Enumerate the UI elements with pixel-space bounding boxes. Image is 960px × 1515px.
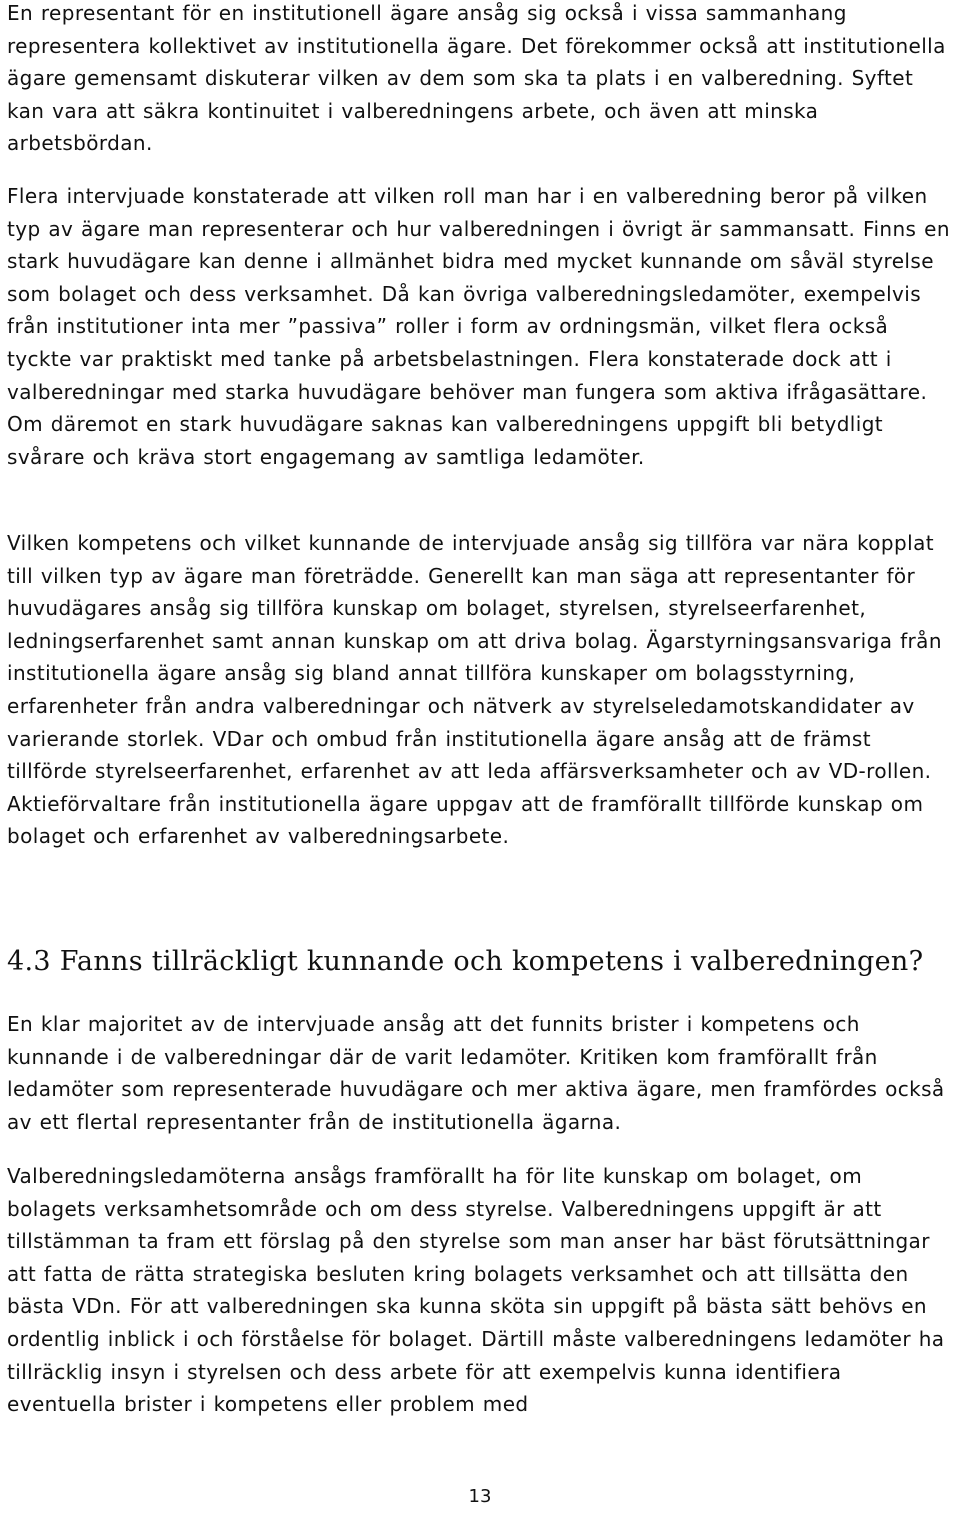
section-paragraph-1: En klar majoritet av de intervjuade ansåg att det funnits brister i kompetens och kunnande i de valberedningar där de varit ledamöter. Kritiken kom framförallt från ledamöter som representerade huvudägare och mer aktiva ägare, men framfördes också av ett flertal representanter från de institutionella ägarna.	[7, 1012, 945, 1134]
section-paragraph-2: Valberedningsledamöterna ansågs framförallt ha för lite kunskap om bolaget, om bolagets verksamhetsområde och om dess styrelse. Valberedningens uppgift är att tillstämman ta fram ett förslag på den styrelse som man anser har bäst förutsättningar att fatta de rätta strategiska besluten kring bolagets verksamhet och att tillsätta den bästa VDn. För att valberedningen ska kunna sköta sin uppgift på bästa sätt behövs en ordentlig inblick i och förståelse för bolaget. Därtill måste valberedningens ledamöter ha tillräcklig insyn i styrelsen och dess arbete för att exempelvis kunna identifiera eventuella brister i kompetens eller problem med	[7, 1164, 945, 1417]
section-heading: 4.3 Fanns tillräckligt kunnande och kompetens i valberedningen?	[7, 946, 924, 977]
page-number: 13	[468, 1486, 492, 1507]
paragraph-3: Vilken kompetens och vilket kunnande de intervjuade ansåg sig tillföra var nära kopplat till vilken typ av ägare man företrädde. Generellt kan man säga att representanter för huvudägares ansåg sig tillföra kunskap om bolaget, styrelsen, styrelseerfarenhet, ledningserfarenhet samt annan kunskap om att driva bolag. Ägarstyrningsansvariga från institutionella ägare ansåg sig bland annat tillföra kunskaper om bolagsstyrning, erfarenheter från andra valberedningar och nätverk av styrelseledamotskandidater av varierande storlek. VDar och ombud från institutionella ägare ansåg att de främst tillförde styrelseerfarenhet, erfarenhet av att leda affärsverksamheter och av VD-rollen. Aktieförvaltare från institutionella ägare uppgav att de framförallt tillförde kunskap om bolaget och erfarenhet av valberedningsarbete.	[7, 531, 942, 849]
paragraph-2: Flera intervjuade konstaterade att vilken roll man har i en valberedning beror på vilken typ av ägare man representerar och hur valberedningen i övrigt är sammansatt. Finns en stark huvudägare kan denne i allmänhet bidra med mycket kunnande om såväl styrelse som bolaget och dess verksamhet. Då kan övriga valberedningsledamöter, exempelvis från institutioner inta mer ”passiva” roller i form av ordningsmän, vilket flera också tyckte var praktiskt med tanke på arbetsbelastningen. Flera konstaterade dock att i valberedningar med starka huvudägare behöver man fungera som aktiva ifrågasättare. Om däremot en stark huvudägare saknas kan valberedningens uppgift bli betydligt svårare och kräva stort engagemang av samtliga ledamöter.	[7, 184, 950, 469]
paragraph-1: En representant för en institutionell ägare ansåg sig också i vissa sammanhang representera kollektivet av institutionella ägare. Det förekommer också att institutionella ägare gemensamt diskuterar vilken av dem som ska ta plats i en valberedning. Syftet kan vara att säkra kontinuitet i valberedningens arbete, och även att minska arbetsbördan.	[7, 1, 946, 156]
